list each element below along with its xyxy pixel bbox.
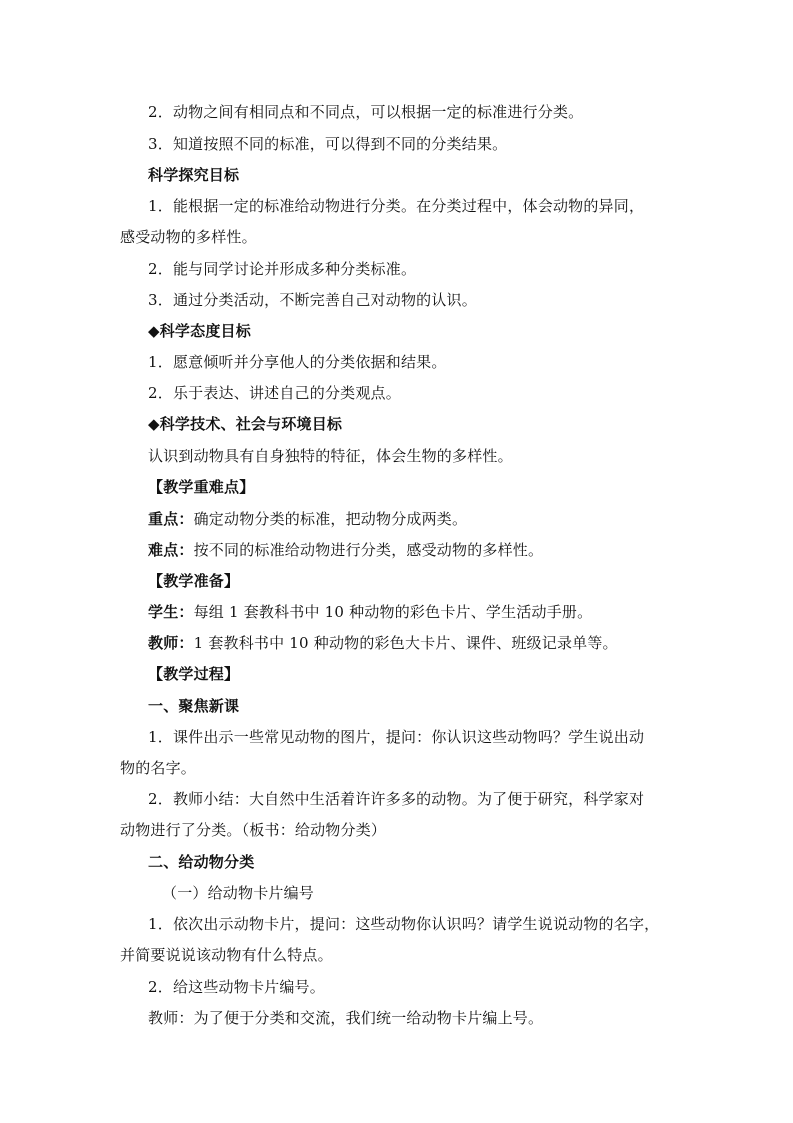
key-point-label: 重点：: [148, 510, 194, 528]
section-classify-animals: 二、给动物分类: [148, 853, 255, 871]
stse-line-1: 认识到动物具有自身独特的特征，体会生物的多样性。: [148, 447, 513, 465]
attitude-line-2: 2．乐于表达、讲述自己的分类观点。: [148, 384, 401, 402]
focus-line-2a: 2．教师小结：大自然中生活着许许多多的动物。为了便于研究，科学家对: [148, 790, 645, 808]
heading-science-inquiry: 科学探究目标: [148, 166, 240, 184]
classify-line-teacher: 教师：为了便于分类和交流，我们统一给动物卡片编上号。: [148, 1009, 544, 1027]
goal-line-2: 2．动物之间有相同点和不同点，可以根据一定的标准进行分类。: [148, 103, 584, 121]
student-prep-text: 每组 1 套教科书中 10 种动物的彩色卡片、学生活动手册。: [193, 603, 593, 621]
focus-line-1a: 1．课件出示一些常见动物的图片，提问：你认识这些动物吗？学生说出动: [148, 728, 645, 746]
heading-preparation: 【教学准备】: [148, 572, 240, 590]
inquiry-line-1a: 1．能根据一定的标准给动物进行分类。在分类过程中，体会动物的异同，: [148, 197, 645, 215]
attitude-line-1: 1．愿意倾听并分享他人的分类依据和结果。: [148, 353, 447, 371]
difficult-point-label: 难点：: [148, 541, 194, 559]
classify-line-2: 2．给这些动物卡片编号。: [148, 978, 325, 996]
goal-line-3: 3．知道按照不同的标准，可以得到不同的分类结果。: [148, 135, 508, 153]
heading-key-difficult: 【教学重难点】: [148, 478, 255, 496]
subsection-card-numbering: （一）给动物卡片编号: [162, 884, 315, 902]
classify-line-1b: 并简要说说该动物有什么特点。: [120, 946, 333, 964]
focus-line-1b: 物的名字。: [120, 759, 197, 777]
inquiry-line-2: 2．能与同学讨论并形成多种分类标准。: [148, 260, 417, 278]
teacher-prep-text: 1 套教科书中 10 种动物的彩色大卡片、课件、班级记录单等。: [193, 634, 618, 652]
heading-science-attitude: ◆科学态度目标: [148, 322, 251, 340]
key-point-text: 确定动物分类的标准，把动物分成两类。: [193, 510, 468, 528]
difficult-point-line: [148, 540, 543, 560]
inquiry-line-3: 3．通过分类活动，不断完善自己对动物的认识。: [148, 291, 477, 309]
key-point-line: [148, 509, 467, 529]
section-focus-new-lesson: 一、聚焦新课: [148, 697, 240, 715]
focus-line-2b: 动物进行了分类。（板书：给动物分类）: [120, 821, 387, 839]
classify-line-1a: 1．依次出示动物卡片，提问：这些动物你认识吗？请学生说说动物的名字，: [148, 915, 660, 933]
heading-process: 【教学过程】: [148, 665, 240, 683]
inquiry-line-1b: 感受动物的多样性。: [120, 228, 257, 246]
teacher-prep-line: [148, 633, 618, 653]
student-prep-line: [148, 602, 592, 622]
teacher-label: 教师：: [148, 634, 194, 652]
difficult-point-text: 按不同的标准给动物进行分类，感受动物的多样性。: [193, 541, 544, 559]
student-label: 学生：: [148, 603, 194, 621]
heading-stse: ◆科学技术、社会与环境目标: [148, 415, 343, 433]
